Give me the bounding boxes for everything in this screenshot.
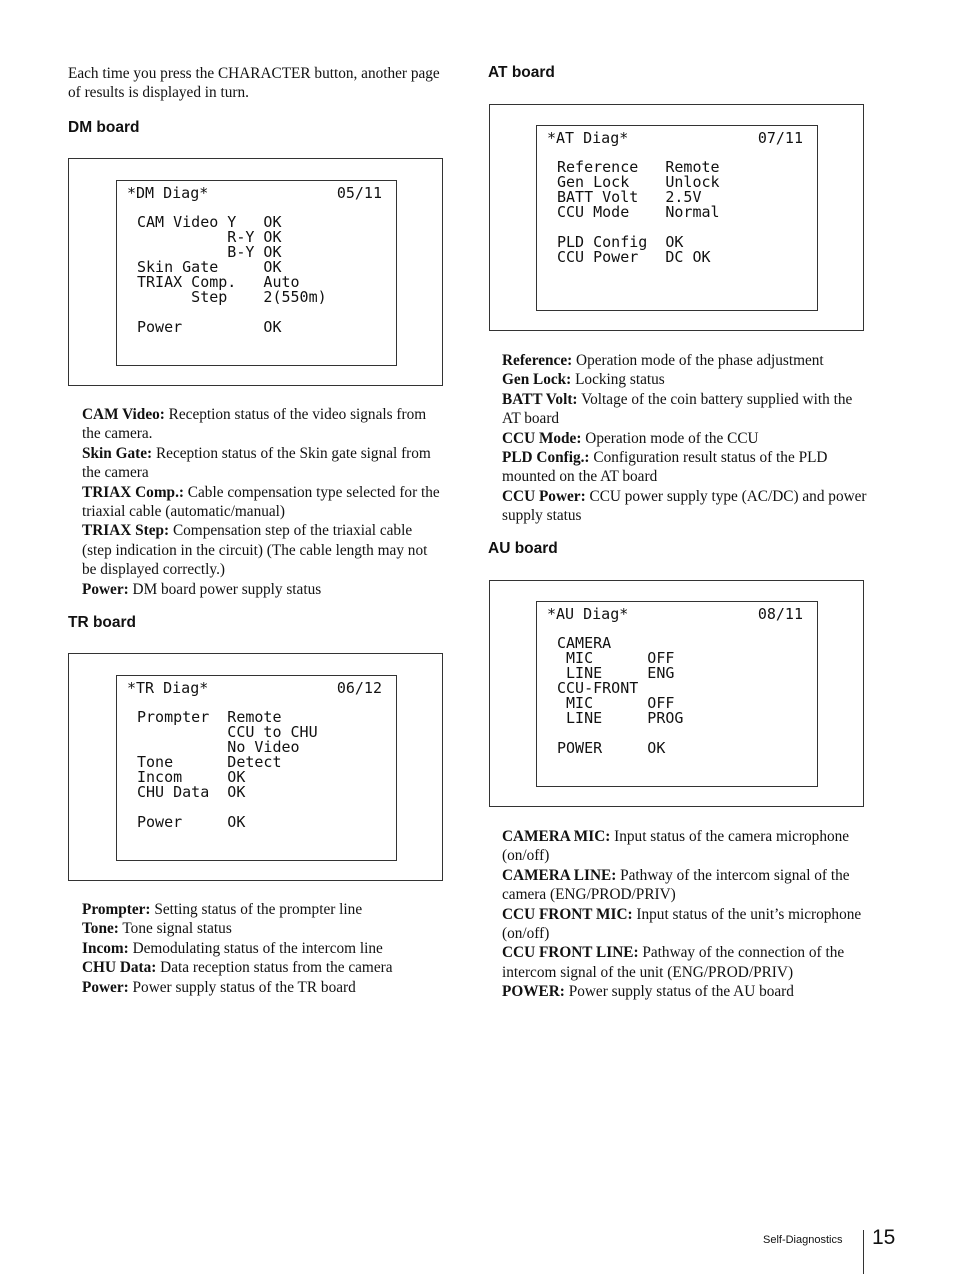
au-screen-title-bar	[547, 607, 803, 625]
tr-board-heading: TR board	[68, 614, 137, 631]
at-desc-item: Gen Lock: Locking status	[502, 371, 665, 389]
tr-desc-item: Tone: Tone signal status	[82, 920, 232, 938]
au-desc-item: CAMERA LINE: Pathway of the intercom signal of the camera (ENG/PROD/PRIV)	[502, 866, 850, 904]
tr-desc-item: Prompter: Setting status of the prompter line	[82, 901, 363, 918]
dm-desc-item: TRIAX Step: Compensation step of the triaxial cable (step indication in the circuit) (The cable length may not be displayed correctly.)	[82, 522, 428, 579]
dm-screen-title-bar	[127, 186, 382, 204]
at-desc-item: Reference: Operation mode of the phase adjustment	[502, 352, 824, 369]
dm-screen	[116, 180, 397, 366]
tr-screen-frame	[68, 653, 443, 881]
dm-board-heading: DM board	[68, 119, 140, 136]
tr-desc-item: Incom: Demodulating status of the intercom line	[82, 939, 383, 957]
au-description	[502, 827, 868, 1002]
at-board-heading: AT board	[488, 64, 555, 81]
at-screen	[536, 125, 818, 311]
at-description	[502, 351, 868, 526]
dm-screen-title: *DM Diag*	[127, 184, 209, 202]
tr-screen-lines: Prompter Remote CCU to CHU No Video Tone Detect Incom OK CHU Data OK Power OK	[137, 708, 318, 831]
dm-desc-item: Power: DM board power supply status	[82, 580, 322, 598]
at-screen-title: *AT Diag*	[547, 129, 629, 147]
au-screen-frame	[489, 580, 864, 807]
footer-section-label: Self-Diagnostics	[763, 1234, 843, 1246]
at-desc-item: CCU Power: CCU power supply type (AC/DC) and power supply status	[502, 487, 867, 525]
dm-description	[82, 405, 444, 599]
intro-text: Each time you press the CHARACTER button, another page of results is displayed in turn.	[68, 65, 440, 102]
footer-divider	[863, 1230, 864, 1274]
at-desc-item: CCU Mode: Operation mode of the CCU	[502, 429, 759, 447]
au-screen-lines: CAMERA MIC OFF LINE ENG CCU-FRONT MIC OFF LINE PROG POWER OK	[557, 634, 684, 757]
dm-desc-item: Skin Gate: Reception status of the Skin gate signal from the camera	[82, 444, 431, 482]
at-desc-item: BATT Volt: Voltage of the coin battery supplied with the AT board	[502, 390, 853, 428]
dm-screen-lines: CAM Video Y OK R-Y OK B-Y OK Skin Gate OK TRIAX Comp. Auto Step 2(550m) Power OK	[137, 213, 327, 336]
tr-description	[82, 900, 444, 997]
au-board-heading: AU board	[488, 540, 558, 557]
au-screen-title: *AU Diag*	[547, 605, 629, 623]
at-screen-title-bar	[547, 131, 803, 149]
au-desc-item: POWER: Power supply status of the AU board	[502, 983, 794, 1001]
dm-desc-item: TRIAX Comp.: Cable compensation type selected for the triaxial cable (automatic/manual)	[82, 483, 440, 521]
dm-screen-frame	[68, 158, 443, 386]
at-desc-item: PLD Config.: Configuration result status of the PLD mounted on the AT board	[502, 449, 828, 486]
at-screen-lines: Reference Remote Gen Lock Unlock BATT Volt 2.5V CCU Mode Normal PLD Config OK CCU Power DC OK	[557, 158, 720, 266]
au-desc-item: CCU FRONT LINE: Pathway of the connection of the intercom signal of the unit (ENG/PROD/PRIV)	[502, 944, 845, 981]
au-desc-item: CAMERA MIC: Input status of the camera microphone (on/off)	[502, 828, 850, 865]
tr-desc-item: Power: Power supply status of the TR board	[82, 978, 356, 996]
tr-screen	[116, 675, 397, 861]
at-screen-frame	[489, 104, 864, 331]
au-desc-item: CCU FRONT MIC: Input status of the unit’s microphone (on/off)	[502, 905, 862, 943]
tr-screen-page: 06/12	[336, 679, 382, 697]
au-screen-page: 08/11	[757, 605, 803, 623]
page-number: 15	[872, 1226, 896, 1249]
au-screen	[536, 601, 818, 787]
at-screen-page: 07/11	[757, 129, 803, 147]
tr-screen-title-bar	[127, 681, 382, 699]
tr-screen-title: *TR Diag*	[127, 679, 209, 697]
dm-desc-item: CAM Video: Reception status of the video signals from the camera.	[82, 406, 427, 443]
dm-screen-page: 05/11	[336, 184, 382, 202]
tr-desc-item: CHU Data: Data reception status from the camera	[82, 959, 393, 977]
